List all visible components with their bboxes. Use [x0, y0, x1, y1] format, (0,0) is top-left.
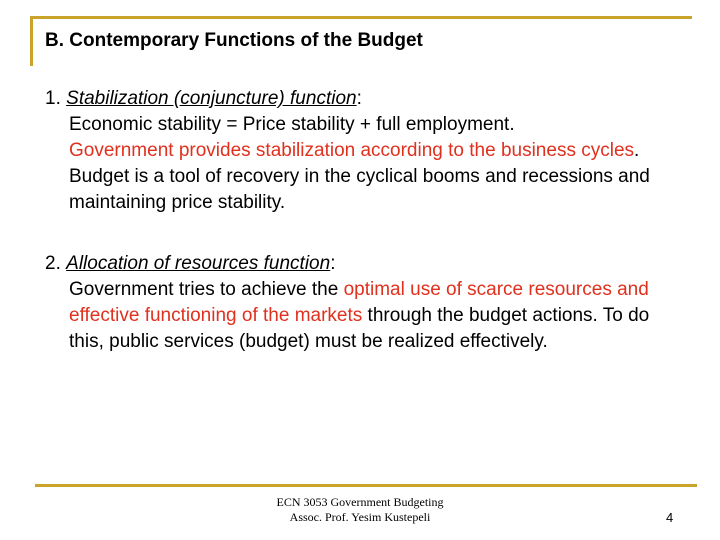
section-heading — [45, 251, 679, 277]
highlighted-text: optimal use of scarce resources and effective functioning of the markets — [69, 279, 649, 326]
section-stabilization — [45, 86, 679, 216]
section-colon: : — [356, 88, 362, 109]
section-allocation — [45, 251, 679, 355]
footer-course: ECN 3053 Government Budgeting — [276, 495, 444, 509]
page-number: 4 — [666, 510, 674, 525]
plain-text: . Budget is a tool of recovery in the cyclical booms and recessions and maintaining price stability. — [69, 140, 650, 213]
footer-instructor: Assoc. Prof. Yesim Kustepeli — [289, 510, 431, 524]
section-number: 2. — [45, 253, 61, 274]
body-paragraph — [69, 138, 679, 216]
body-line: Economic stability = Price stability + full employment. — [69, 114, 515, 135]
section-body — [69, 112, 679, 216]
highlighted-text: Government provides stabilization according to the business cycles — [69, 140, 635, 161]
title-accent-line-top — [30, 16, 692, 19]
footer-accent-line — [35, 484, 697, 487]
section-heading — [45, 86, 679, 112]
section-number: 1. — [45, 88, 61, 109]
plain-text: Government tries to achieve the — [69, 279, 344, 300]
slide-title: B. Contemporary Functions of the Budget — [45, 30, 423, 51]
plain-text: through the budget actions. To do this, public services (budget) must be realized effectively. — [69, 305, 650, 352]
footer-course-info — [240, 495, 480, 525]
section-colon: : — [330, 253, 336, 274]
section-title: Stabilization (conjuncture) function — [66, 88, 357, 109]
section-body — [69, 277, 679, 355]
title-accent-line-left — [30, 16, 33, 66]
section-title: Allocation of resources function — [66, 253, 331, 274]
